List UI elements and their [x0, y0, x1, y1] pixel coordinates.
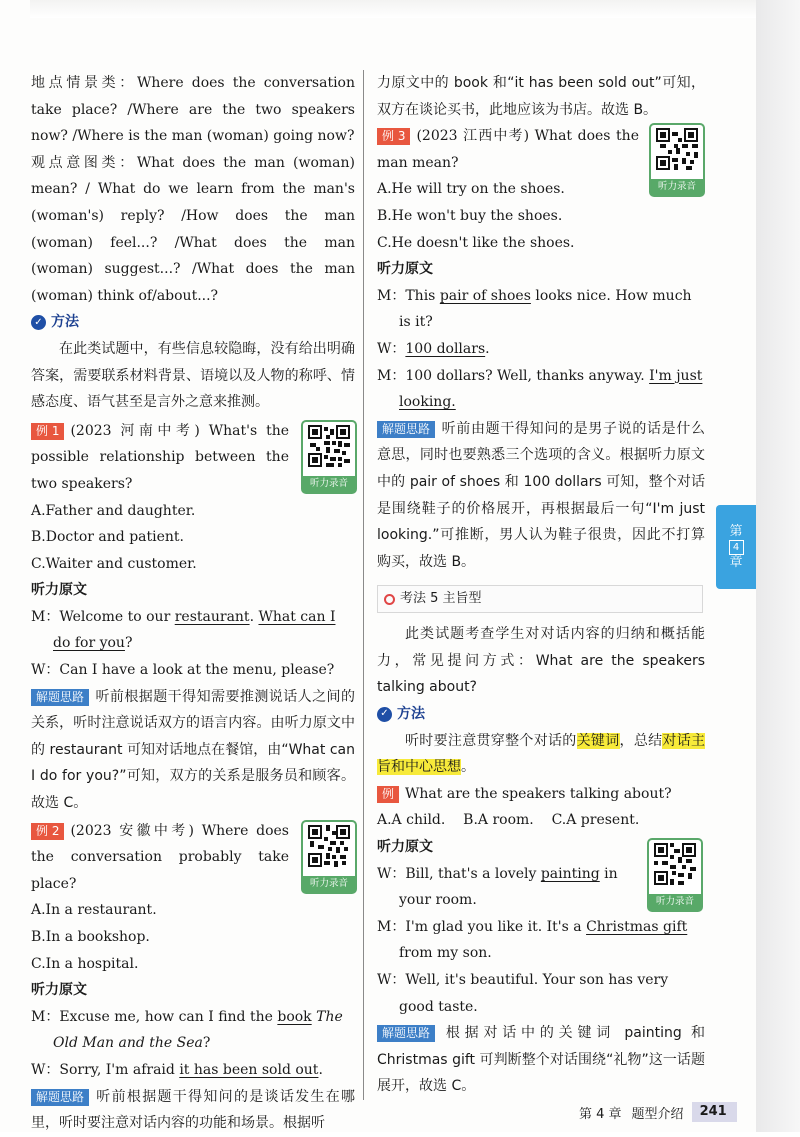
- example-4-question-line: [377, 781, 705, 808]
- method-text: 在此类试题中，有些信息较隐晦，没有给出明确答案，需要联系材料背景、语境以及人物的称呼、情感态度、语气甚至是言外之意来推测。: [31, 340, 355, 411]
- example-2-dialogue-m: M：Excuse me, how can I find the book The Old Man and the Sea?: [31, 1008, 343, 1052]
- listening-script-heading: 听力原文: [31, 582, 87, 599]
- page-right-margin: [756, 0, 800, 1132]
- qr-code-example-2[interactable]: [301, 820, 357, 894]
- qr-code-icon: [656, 128, 698, 170]
- kaofa-5-text: 此类试题考查学生对对话内容的归纳和概括能力，常见提问方式：What are the speakers talking about?: [377, 626, 705, 696]
- analysis-tag: 解题思路: [31, 689, 89, 706]
- method-label: 方法: [51, 314, 79, 331]
- page-top-edge: [30, 0, 770, 18]
- method-text-summary: 听时要注意贯穿整个对话的关键词，总结对话主旨和中心思想。: [377, 732, 706, 776]
- example-1-option-a: A.Father and daughter.: [31, 502, 196, 519]
- example-4-dialogue-w1: W：Bill, that's a lovely painting in your room.: [377, 865, 618, 909]
- qr-code-icon: [308, 825, 350, 867]
- kaofa-5-heading: [377, 585, 703, 613]
- example-3-tag: 例 3: [377, 128, 410, 145]
- example-1: [31, 418, 355, 498]
- example-2: [31, 818, 355, 898]
- qr-caption: 听力录音: [303, 476, 355, 492]
- qr-code-example-4[interactable]: [647, 838, 703, 912]
- example-3-question: (2023 江西中考) What does the man mean?: [377, 128, 639, 171]
- page-footer: [579, 1101, 737, 1123]
- example-3-option-a: A.He will try on the shoes.: [377, 181, 565, 198]
- method-label: 方法: [397, 706, 425, 723]
- listening-script-heading: 听力原文: [31, 982, 87, 999]
- example-1-dialogue-m: M：Welcome to our restaurant. What can I do for you?: [31, 608, 336, 652]
- example-2-question: (2023 安徽中考) Where does the conversation probably take place?: [31, 822, 289, 892]
- method-heading: [31, 309, 355, 336]
- example-1-tag: 例 1: [31, 423, 64, 440]
- right-column: [377, 70, 705, 1100]
- example-4-tag: 例: [377, 786, 399, 803]
- example-4-dialogue-m: M：I'm glad you like it. It's a Christmas gift from my son.: [377, 918, 688, 962]
- analysis-tag: 解题思路: [377, 1025, 435, 1042]
- example-1-dialogue-w: W：Can I have a look at the menu, please?: [31, 662, 335, 679]
- example-1-analysis: 解题思路 听前根据题干得知需要推测说话人之间的关系，听时注意说话双方的语言内容。由听力原文中的 restaurant 可知对话地点在餐馆，由“What can I do for you?”可知，双方的关系是服务员和顾客。故选 C。: [31, 688, 355, 812]
- example-4-dialogue-w2: W：Well, it's beautiful. Your son has very good taste.: [377, 972, 669, 1015]
- qr-code-example-1[interactable]: [301, 420, 357, 494]
- analysis-tag: 解题思路: [31, 1089, 89, 1106]
- example-3-option-c: C.He doesn't like the shoes.: [377, 234, 575, 251]
- category-place-text: 地点情景类：Where does the conversation take place? /Where are the two speakers now? /Where is the man (woman) going now?: [31, 75, 355, 145]
- example-3-dialogue-m2: M：100 dollars? Well, thanks anyway. I'm just looking.: [377, 367, 703, 411]
- column-divider: [363, 70, 364, 1100]
- listening-script-heading: 听力原文: [377, 839, 433, 856]
- example-2-analysis-start: 解题思路 听前根据题干得知问的是谈话发生在哪里，听时要注意对话内容的功能和场景。根据听: [31, 1088, 355, 1132]
- check-icon: ✓: [31, 315, 46, 330]
- example-2-dialogue-w: W：Sorry, I'm afraid it has been sold out.: [31, 1061, 323, 1078]
- category-intent-text: 观点意图类：What does the man (woman) mean? / What do we learn from the man's (woman's) reply? /How does the man (woman) feel...? /What does the man (woman) suggest...? /What does the man (woman) think of/about...?: [31, 154, 355, 304]
- footer-chapter: 第 4 章: [579, 1106, 622, 1122]
- left-column: [31, 70, 355, 1137]
- example-3-dialogue-m1: M：This pair of shoes looks nice. How much is it?: [377, 287, 692, 331]
- example-4-question: What are the speakers talking about?: [405, 785, 672, 802]
- analysis-tag: 解题思路: [377, 421, 435, 438]
- example-2-option-b: B.In a bookshop.: [31, 929, 150, 945]
- example-2-tag: 例 2: [31, 823, 64, 840]
- example-4-script: [377, 834, 705, 914]
- chapter-side-tab[interactable]: 第 4 章: [716, 505, 756, 589]
- footer-title: 题型介绍: [631, 1106, 684, 1122]
- qr-code-icon: [308, 425, 350, 467]
- kaofa-5-label: 考法 5 主旨型: [400, 590, 482, 606]
- example-1-option-b: B.Doctor and patient.: [31, 529, 184, 546]
- example-4-analysis: 解题思路 根据对话中的关键词 painting 和 Christmas gift 可判断整个对话围绕“礼物”这一话题展开，故选 C。: [377, 1025, 705, 1095]
- check-icon: ✓: [377, 707, 392, 722]
- qr-code-icon: [654, 843, 696, 885]
- qr-caption: 听力录音: [303, 876, 355, 892]
- page-number: 241: [692, 1102, 737, 1122]
- method-heading: [377, 701, 705, 728]
- qr-caption: 听力录音: [651, 179, 703, 195]
- example-2-analysis-continued: 力原文中的 book 和“it has been sold out”可知，双方在谈论买书，此地应该为书店。故选 B。: [377, 75, 705, 118]
- example-3-option-b: B.He won't buy the shoes.: [377, 207, 563, 224]
- qr-caption: 听力录音: [649, 894, 701, 910]
- example-2-option-c: C.In a hospital.: [31, 955, 139, 972]
- example-3-dialogue-w: W：100 dollars.: [377, 340, 490, 357]
- bullet-icon: [384, 594, 395, 605]
- example-3-analysis: 解题思路 听前由题干得知问的是男子说的话是什么意思，同时也要熟悉三个选项的含义。根据听力原文中的 pair of shoes 和 100 dollars 可知，整个对话是围绕鞋子的价格展开，再根据最后一句“I'm just looking.”可推断，男人认为鞋子很贵，因此不打算购买，故选 B。: [377, 420, 705, 570]
- example-1-option-c: C.Waiter and customer.: [31, 555, 197, 572]
- example-1-question: (2023 河南中考) What's the possible relationship between the two speakers?: [31, 422, 289, 492]
- example-4-options: A.A child. B.A room. C.A present.: [377, 812, 640, 829]
- listening-script-heading: 听力原文: [377, 261, 433, 278]
- qr-code-example-3[interactable]: [649, 123, 705, 197]
- example-2-option-a: A.In a restaurant.: [31, 902, 157, 919]
